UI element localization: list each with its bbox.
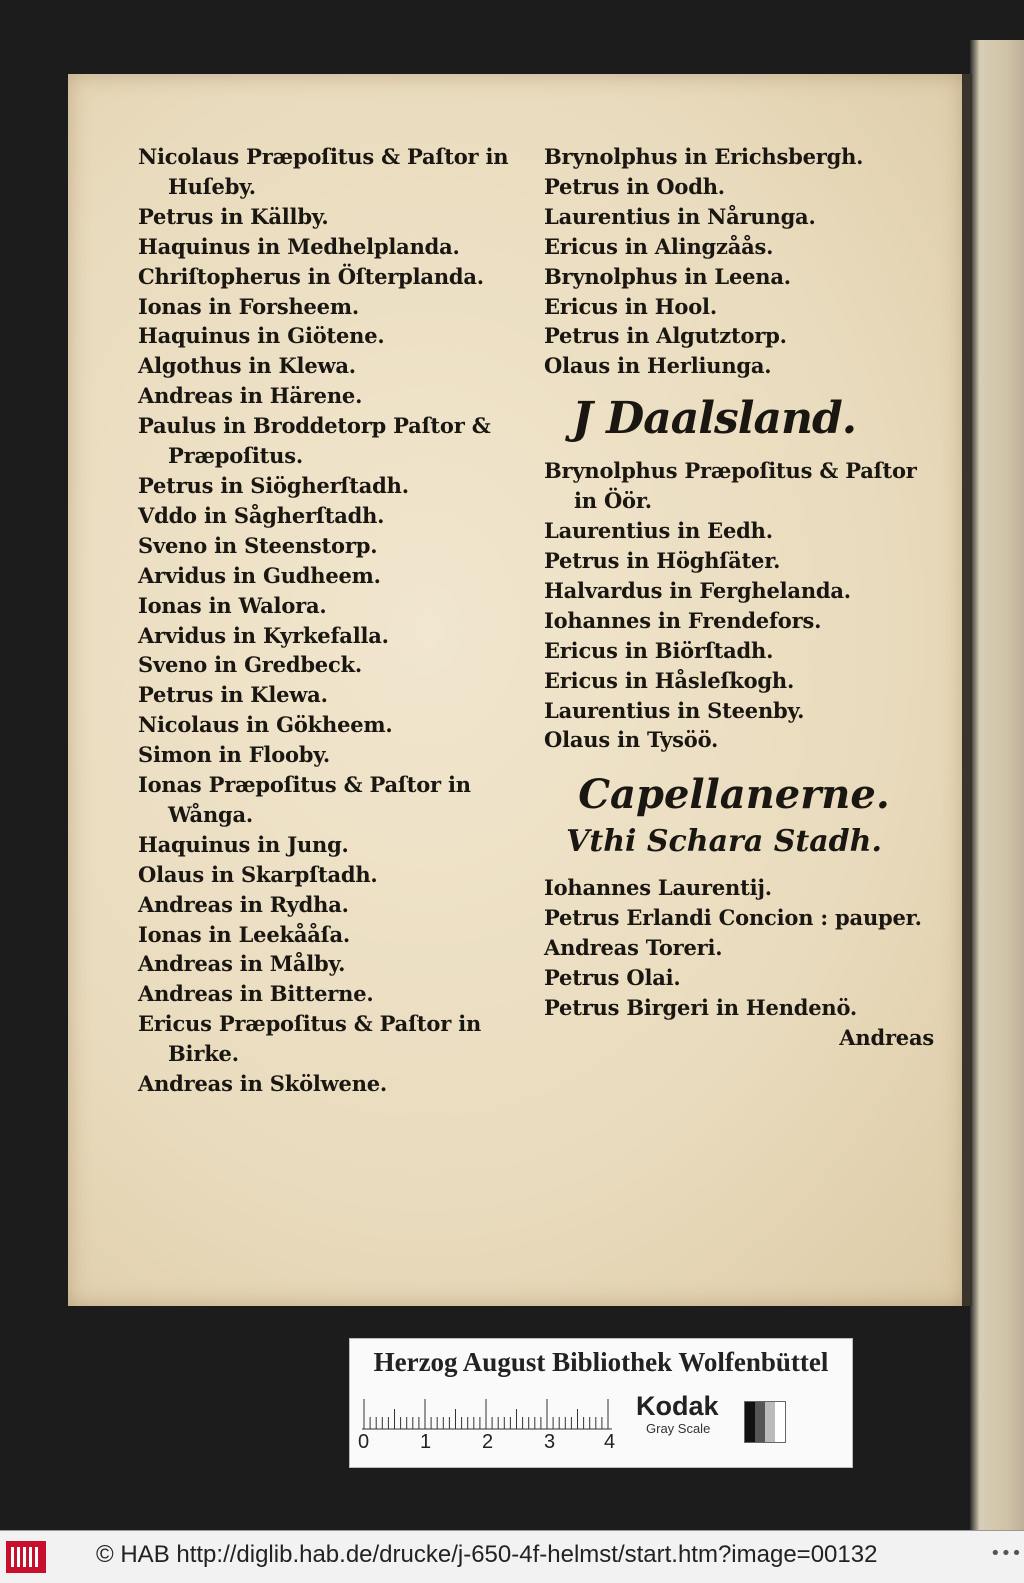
text-line: Præpoſitus. (168, 443, 303, 469)
text-line: Paulus in Broddetorp Paſtor & (138, 413, 491, 439)
gray-scale-label: Gray Scale (646, 1421, 711, 1436)
text-line: Petrus in Algutztorp. (544, 323, 787, 349)
text-line: Brynolphus in Erichsbergh. (544, 144, 864, 169)
text-line: Brynolphus in Leena. (544, 263, 791, 289)
text-line: Nicolaus in Gökheem. (138, 712, 393, 738)
text-line: Simon in Flooby. (138, 742, 330, 768)
text-line: Arvidus in Kyrkefalla. (138, 622, 389, 648)
text-line: Iohannes in Frendefors. (544, 607, 822, 633)
text-line: Petrus Birgeri in Hendenö. (544, 994, 858, 1020)
text-line: Andreas in Rydha. (138, 891, 349, 917)
text-line: Laurentius in Eedh. (544, 518, 773, 544)
text-line: in Öör. (574, 488, 652, 514)
ruler-scale (362, 1395, 612, 1431)
text-line: Andreas in Bitterne. (138, 981, 374, 1007)
text-line: Iohannes Laurentij. (544, 875, 772, 901)
ruler-number: 1 (420, 1431, 432, 1453)
text-line: Algothus in Klewa. (138, 353, 356, 379)
text-line: Halvardus in Ferghelanda. (544, 577, 851, 603)
library-title: Herzog August Bibliothek Wolfenbüttel (373, 1347, 829, 1377)
right-column (544, 142, 944, 1053)
gray-swatch (744, 1401, 786, 1443)
kodak-brand: Kodak (636, 1391, 719, 1421)
text-line: Haquinus in Jung. (138, 831, 349, 857)
text-line: Haquinus in Medhelplanda. (138, 233, 460, 259)
ruler-number: 0 (358, 1431, 370, 1453)
text-line: Petrus in Källby. (138, 203, 329, 229)
text-line: Laurentius in Steenby. (544, 697, 805, 723)
section-heading-capellanerne: Capellanerne. (578, 771, 890, 819)
left-column (138, 142, 528, 1099)
text-line: Petrus Erlandi Concion : pauper. (544, 905, 922, 931)
menu-dots-icon[interactable]: ••• (990, 1543, 1022, 1564)
text-line: Haquinus in Giötene. (138, 323, 385, 349)
text-line: Arvidus in Gudheem. (138, 562, 381, 588)
ruler-number: 3 (544, 1431, 556, 1453)
text-line: Petrus Olai. (544, 965, 681, 991)
text-line: Petrus in Höghſäter. (544, 547, 781, 573)
color-calibration-card (349, 1338, 853, 1468)
text-line: Ericus Præpoſitus & Paſtor in (138, 1011, 482, 1037)
ruler-number: 2 (482, 1431, 494, 1453)
right-top-list (544, 142, 944, 381)
page-gutter (962, 74, 972, 1306)
text-line: Andreas in Härene. (138, 383, 363, 409)
text-line: Ionas in Forsheem. (138, 293, 359, 319)
text-line: Olaus in Tysöö. (544, 727, 719, 753)
text-line: Andreas Toreri. (544, 935, 723, 961)
text-line: Wånga. (168, 801, 254, 827)
text-line: Ionas in Leekååſa. (138, 921, 350, 947)
catchword: Andreas (839, 1024, 934, 1050)
text-line: Petrus in Siögherſtadh. (138, 472, 409, 498)
right-bottom-list (544, 873, 944, 1023)
text-line: Petrus in Klewa. (138, 682, 328, 708)
text-line: Vddo in Sågherſtadh. (138, 502, 385, 528)
text-line: Huſeby. (168, 173, 256, 199)
text-line: Petrus in Oodh. (544, 173, 725, 199)
copyright-url[interactable]: © HAB http://diglib.hab.de/drucke/j-650-4f-helmst/start.htm?image=00132 (96, 1541, 878, 1568)
text-line: Ericus in Alingzåås. (544, 233, 774, 259)
text-line: Andreas in Skölwene. (138, 1071, 388, 1097)
footer-bar (0, 1530, 1024, 1583)
text-line: Birke. (168, 1041, 239, 1067)
text-line: Andreas in Målby. (138, 951, 346, 977)
subheading-schara-stadh: Vthi Schara Stadh. (566, 824, 882, 860)
text-line: Laurentius in Nårunga. (544, 203, 816, 229)
ruler-number: 4 (604, 1431, 616, 1453)
text-line: Sveno in Gredbeck. (138, 652, 363, 678)
adjacent-page-edge (970, 40, 1024, 1580)
text-line: Brynolphus Præpoſitus & Paſtor (544, 458, 917, 484)
hab-logo-icon (6, 1541, 46, 1573)
text-line: Sveno in Steenstorp. (138, 532, 378, 558)
text-line: Ionas Præpoſitus & Paſtor in (138, 772, 471, 798)
text-line: Olaus in Herliunga. (544, 353, 772, 379)
text-line: Ericus in Hool. (544, 293, 717, 319)
text-line: Olaus in Skarpſtadh. (138, 861, 378, 887)
text-line: Ericus in Håsleſkogh. (544, 667, 795, 693)
text-line: Ionas in Walora. (138, 592, 327, 618)
right-middle-list (544, 456, 944, 755)
text-line: Ericus in Biörſtadh. (544, 637, 774, 663)
text-line: Nicolaus Præpoſitus & Paſtor in (138, 144, 509, 169)
section-heading-daalsland: J Daalsland. (571, 393, 857, 445)
text-line: Chriſtopherus in Öſterplanda. (138, 263, 484, 289)
